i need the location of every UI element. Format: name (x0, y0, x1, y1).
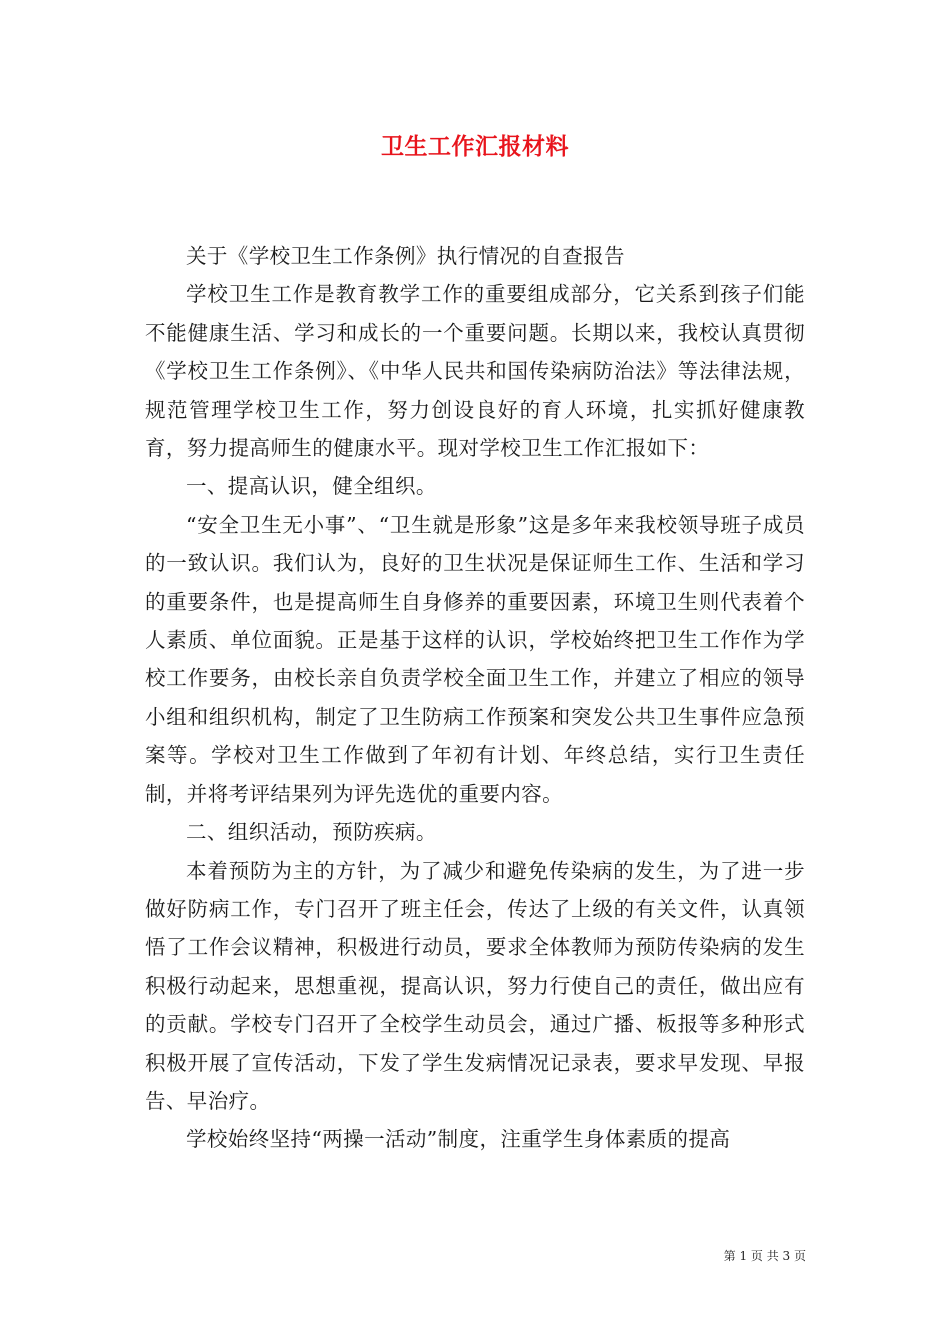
document-body (145, 237, 805, 1159)
section-heading-2: 二、组织活动，预防疾病。 (186, 820, 437, 845)
page-number: 第 1 页 共 3 页 (723, 1249, 806, 1263)
body-paragraph-intro: 学校卫生工作是教育教学工作的重要组成部分，它关系到孩子们能不能健康生活、学习和成长的一个重要问题。长期以来，我校认真贯彻《学校卫生工作条例》、《中华人民共和国传染病防治法》等法律法规，规范管理学校卫生工作，努力创设良好的育人环境，扎实抓好健康教育，努力提高师生的健康水平。现对学校卫生工作汇报如下： (145, 282, 805, 461)
body-paragraph-section-2: 本着预防为主的方针，为了减少和避免传染病的发生，为了进一步做好防病工作，专门召开了班主任会，传达了上级的有关文件，认真领悟了工作会议精神，积极进行动员，要求全体教师为预防传染病的发生积极行动起来，思想重视，提高认识，努力行使自己的责任，做出应有的贡献。学校专门召开了全校学生动员会，通过广播、板报等多种形式积极开展了宣传活动，下发了学生发病情况记录表，要求早发现、早报告、早治疗。 (145, 858, 805, 1113)
body-paragraph-continued: 学校始终坚持“两操一活动”制度，注重学生身体素质的提高 (186, 1127, 731, 1152)
section-heading-1: 一、提高认识，健全组织。 (186, 474, 437, 499)
body-paragraph-section-1: “安全卫生无小事”、“卫生就是形象”这是多年来我校领导班子成员的一致认识。我们认为，良好的卫生状况是保证师生工作、生活和学习的重要条件，也是提高师生自身修养的重要因素，环境卫生则代表着个人素质、单位面貌。正是基于这样的认识，学校始终把卫生工作作为学校工作要务，由校长亲自负责学校全面卫生工作，并建立了相应的领导小组和组织机构，制定了卫生防病工作预案和突发公共卫生事件应急预案等。学校对卫生工作做到了年初有计划、年终总结，实行卫生责任制，并将考评结果列为评先选优的重要内容。 (145, 512, 805, 806)
report-subtitle: 关于《学校卫生工作条例》执行情况的自查报告 (186, 244, 625, 268)
document-title: 卫生工作汇报材料 (381, 133, 569, 160)
